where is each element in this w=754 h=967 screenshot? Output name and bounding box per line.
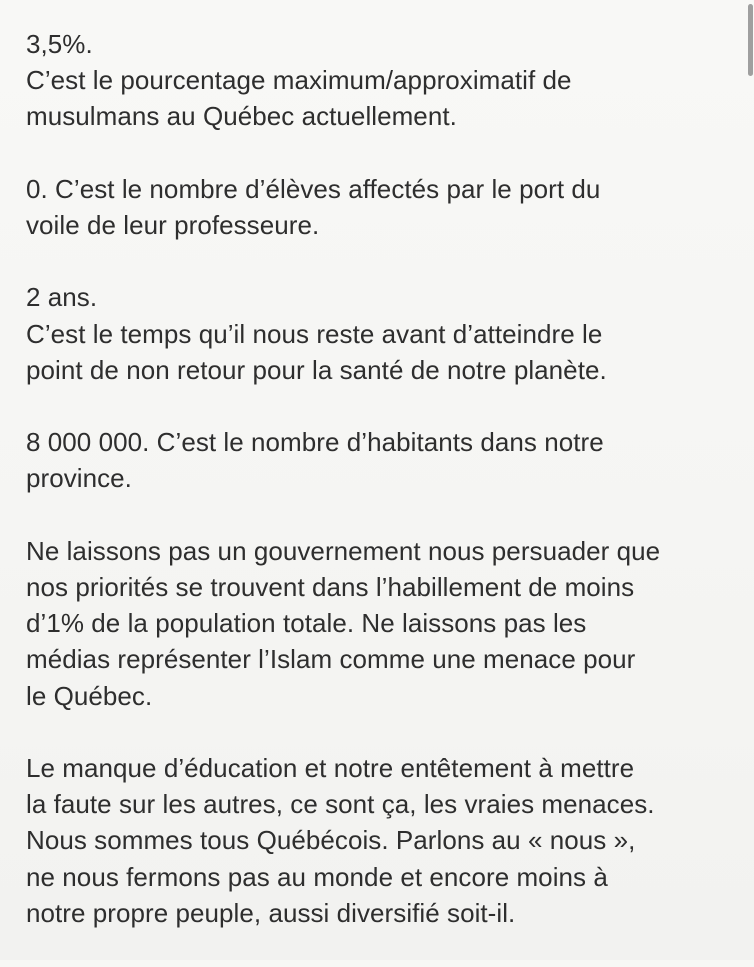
text-line: voile de leur professeure.	[26, 210, 320, 240]
text-line: Nous sommes tous Québécois. Parlons au « nous »,	[26, 825, 636, 856]
text-line: médias représenter l’Islam comme une menace pour	[26, 644, 636, 675]
paragraph-conclusion	[26, 750, 736, 931]
post-text-body	[26, 26, 736, 967]
text-line: point de non retour pour la santé de notre planète.	[26, 354, 607, 385]
text-line: Le manque d’éducation et notre entêtement à mettre	[26, 752, 635, 783]
paragraph-statistic-population	[26, 424, 736, 496]
paragraph-priorities	[26, 533, 736, 714]
text-line: province.	[26, 463, 132, 494]
text-line: C’est le pourcentage maximum/approximatif de	[26, 65, 572, 96]
scrollbar-thumb[interactable]	[748, 4, 753, 76]
text-line: nos priorités se trouvent dans l’habillement de moins	[26, 571, 635, 602]
text-line: 8 000 000. C’est le nombre d’habitants dans notre	[26, 427, 604, 458]
text-line: 2 ans.	[26, 282, 98, 313]
vertical-scrollbar[interactable]	[746, 0, 754, 960]
paragraph-statistic-students	[26, 171, 736, 243]
paragraph-statistic-years	[26, 279, 736, 388]
text-line: 3,5%.	[26, 29, 93, 59]
text-line: C’est le temps qu’il nous reste avant d’atteindre le	[26, 318, 603, 349]
paragraph-statistic-muslims	[26, 26, 736, 135]
text-line: 0. C’est le nombre d’élèves affectés par le port du	[26, 173, 601, 204]
text-line: Ne laissons pas un gouvernement nous persuader que	[26, 535, 661, 566]
text-line: la faute sur les autres, ce sont ça, les vraies menaces.	[26, 789, 655, 820]
text-line: musulmans au Québec actuellement.	[26, 101, 457, 132]
text-line: ne nous fermons pas au monde et encore moins à	[26, 861, 608, 892]
text-line: d’1% de la population totale. Ne laissons pas les	[26, 608, 587, 639]
text-line: notre propre peuple, aussi diversifié soit-il.	[26, 897, 516, 928]
text-line: le Québec.	[26, 680, 153, 711]
